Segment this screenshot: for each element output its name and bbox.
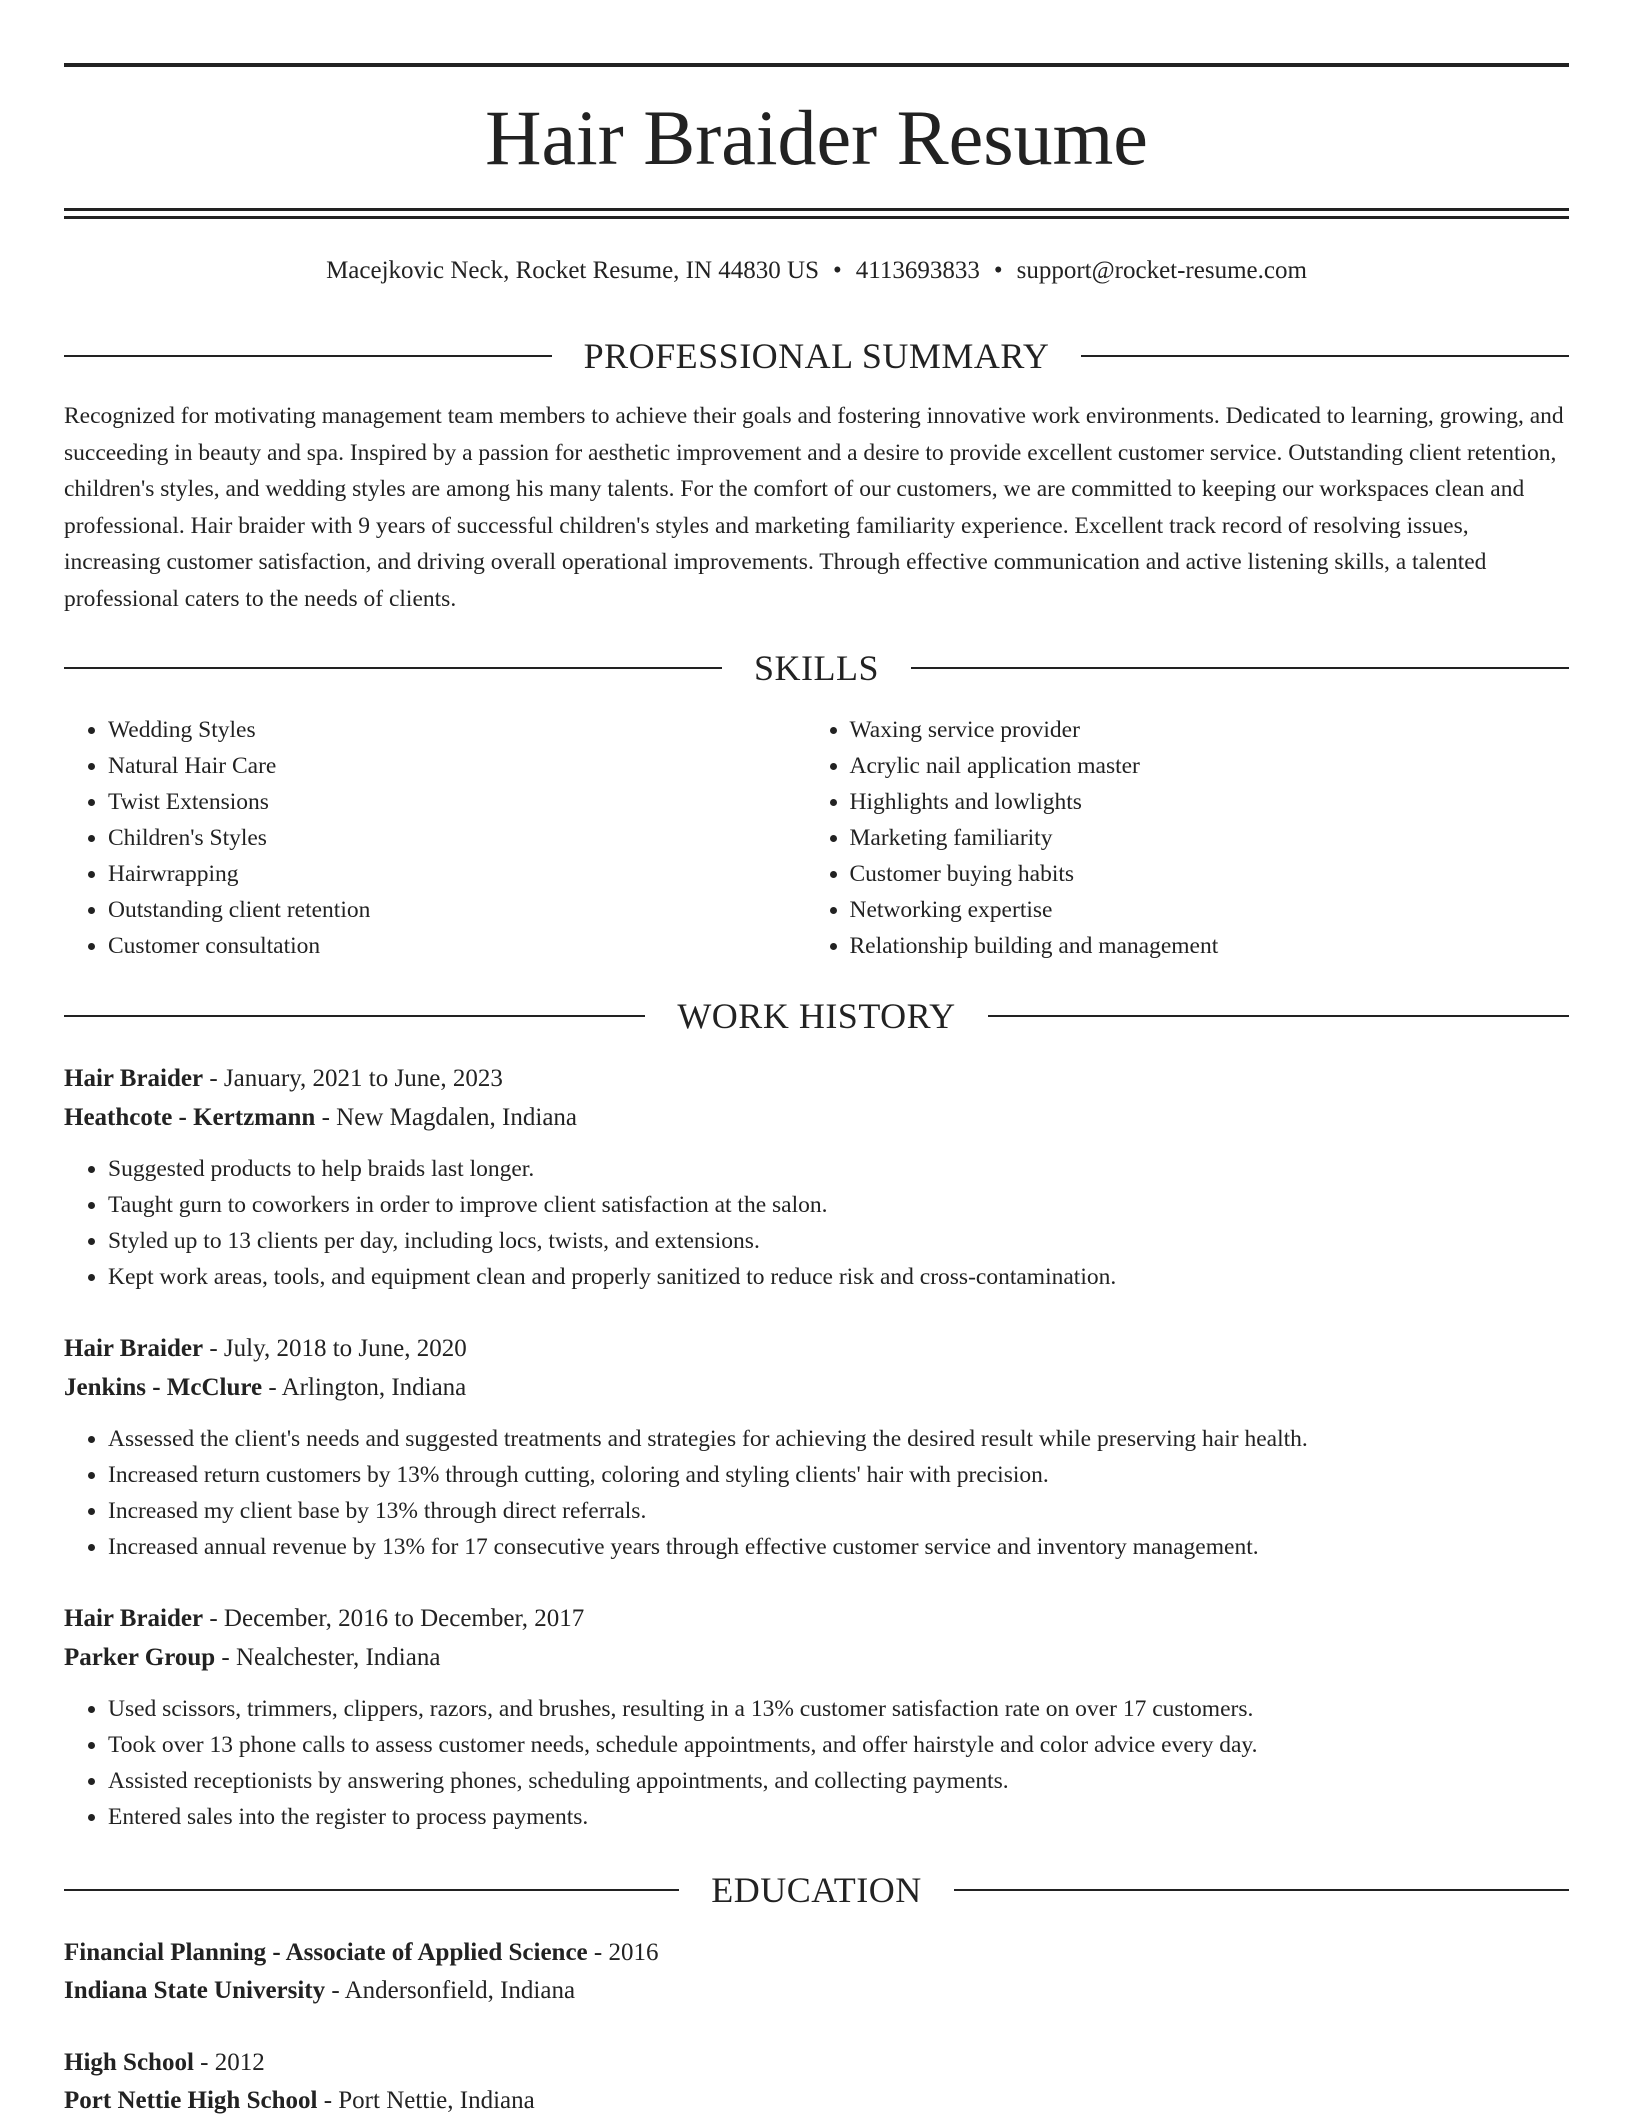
heading-rule-right [954,1889,1569,1891]
education-school-line [64,2082,1569,2120]
heading-rule-right [1081,355,1569,357]
job-bullets [64,1421,1569,1565]
job-dates: - January, 2021 to June, 2023 [203,1065,503,1092]
skill-item: • Wedding Styles [108,712,806,748]
section-title: WORK HISTORY [677,996,956,1036]
skills-list [64,712,1569,964]
header-double-rule-lower [64,216,1569,219]
section-title: EDUCATION [711,1870,922,1910]
skills-column-left [64,712,806,964]
heading-rule-left [64,1889,679,1891]
job-bullet: • Taught gurn to coworkers in order to improve client satisfaction at the salon. [108,1187,1569,1223]
job-title: Hair Braider [64,1335,204,1362]
heading-rule-left [64,355,552,357]
job-location: - Nealchester, Indiana [215,1644,441,1671]
education-school: Indiana State University [64,1977,326,2004]
skill-item: • Customer consultation [108,928,806,964]
education-entry [64,1934,1569,2010]
job-bullets [64,1691,1569,1835]
section-heading-skills [64,646,1569,690]
job-title-line [64,1330,1569,1368]
header-double-rule-upper [64,208,1569,211]
section-heading-education [64,1868,1569,1912]
heading-rule-left [64,667,722,669]
contact-separator: • [833,257,842,284]
section-heading-work-history [64,994,1569,1038]
job-bullet: • Assisted receptionists by answering phones, scheduling appointments, and collecting payments. [108,1763,1569,1799]
skill-item: • Children's Styles [108,820,806,856]
job-dates: - July, 2018 to June, 2020 [203,1335,467,1362]
job-location: - New Magdalen, Indiana [315,1104,578,1131]
job-bullet: • Took over 13 phone calls to assess customer needs, schedule appointments, and offer hairstyle and color advice every day. [108,1727,1569,1763]
skill-item: • Hairwrapping [108,856,806,892]
education-location: - Port Nettie, Indiana [317,2087,535,2114]
job-entry [64,1060,1569,1295]
skill-item: • Twist Extensions [108,784,806,820]
job-entry [64,1600,1569,1835]
resume-title: Hair Braider Resume [485,94,1148,181]
job-company-line [64,1639,1569,1677]
job-title: Hair Braider [64,1605,204,1632]
job-company: Heathcote - Kertzmann [64,1104,316,1131]
education-entry [64,2044,1569,2120]
skill-item: • Waxing service provider [850,712,1570,748]
education-location: - Andersonfield, Indiana [325,1977,576,2004]
contact-phone: 4113693833 [855,257,980,284]
job-company: Jenkins - McClure [64,1374,263,1401]
contact-address: Macejkovic Neck, Rocket Resume, IN 44830 US [326,257,820,284]
job-bullet: • Styled up to 13 clients per day, including locs, twists, and extensions. [108,1223,1569,1259]
contact-email: support@rocket-resume.com [1016,257,1307,284]
job-title-line [64,1060,1569,1098]
job-title: Hair Braider [64,1065,204,1092]
skill-item: • Acrylic nail application master [850,748,1570,784]
skill-item: • Customer buying habits [850,856,1570,892]
section-heading-summary [64,334,1569,378]
header-top-rule [64,63,1569,67]
education-year: - 2016 [587,1939,659,1966]
job-company: Parker Group [64,1644,216,1671]
job-dates: - December, 2016 to December, 2017 [203,1605,585,1632]
contact-line [64,254,1569,288]
section-title: SKILLS [754,648,880,688]
job-title-line [64,1600,1569,1638]
summary-text: Recognized for motivating management team members to achieve their goals and fostering innovative work environments. Dedicated to learning, growing, and succeeding in beauty and spa. Inspired by a passion for aesthetic improvement and a desire to provide excellent customer service. Outstanding client retention, children's styles, and wedding styles are among his many talents. For the comfort of our customers, we are committed to keeping our workspaces clean and professional. Hair braider with 9 years of successful children's styles and marketing familiarity experience. Excellent track record of resolving issues, increasing customer satisfaction, and driving overall operational improvements. Through effective communication and active listening skills, a talented professional caters to the needs of clients. [64,403,1564,612]
job-bullet: • Assessed the client's needs and suggested treatments and strategies for achieving the desired result while preserving hair health. [108,1421,1569,1457]
job-bullet: • Suggested products to help braids last longer. [108,1151,1569,1187]
section-title: PROFESSIONAL SUMMARY [583,336,1050,376]
job-bullet: • Entered sales into the register to process payments. [108,1799,1569,1835]
education-degree: Financial Planning - Associate of Applied Science [64,1939,588,1966]
job-bullet: • Increased my client base by 13% through direct referrals. [108,1493,1569,1529]
contact-separator: • [993,257,1003,284]
job-company-line [64,1099,1569,1137]
skill-item: • Outstanding client retention [108,892,806,928]
skill-item: • Highlights and lowlights [850,784,1570,820]
job-bullet: • Used scissors, trimmers, clippers, razors, and brushes, resulting in a 13% customer satisfaction rate on over 17 customers. [108,1691,1569,1727]
education-year: - 2012 [193,2049,265,2076]
education-degree-line [64,2044,1569,2082]
heading-rule-left [64,1015,645,1017]
heading-rule-right [911,667,1569,669]
skill-item: • Relationship building and management [850,928,1570,964]
heading-rule-right [988,1015,1569,1017]
job-bullet: • Increased annual revenue by 13% for 17 consecutive years through effective customer service and inventory management. [108,1529,1569,1565]
skills-column-right [806,712,1570,964]
skill-item: • Natural Hair Care [108,748,806,784]
skill-item: • Networking expertise [850,892,1570,928]
education-degree-line [64,1934,1569,1972]
job-company-line [64,1369,1569,1407]
job-location: - Arlington, Indiana [262,1374,467,1401]
skill-item: • Marketing familiarity [850,820,1570,856]
education-school: Port Nettie High School [64,2087,318,2114]
education-school-line [64,1972,1569,2010]
job-bullets [64,1151,1569,1295]
job-bullet: • Increased return customers by 13% through cutting, coloring and styling clients' hair with precision. [108,1457,1569,1493]
job-entry [64,1330,1569,1565]
education-degree: High School [64,2049,194,2076]
job-bullet: • Kept work areas, tools, and equipment clean and properly sanitized to reduce risk and cross-contamination. [108,1259,1569,1295]
